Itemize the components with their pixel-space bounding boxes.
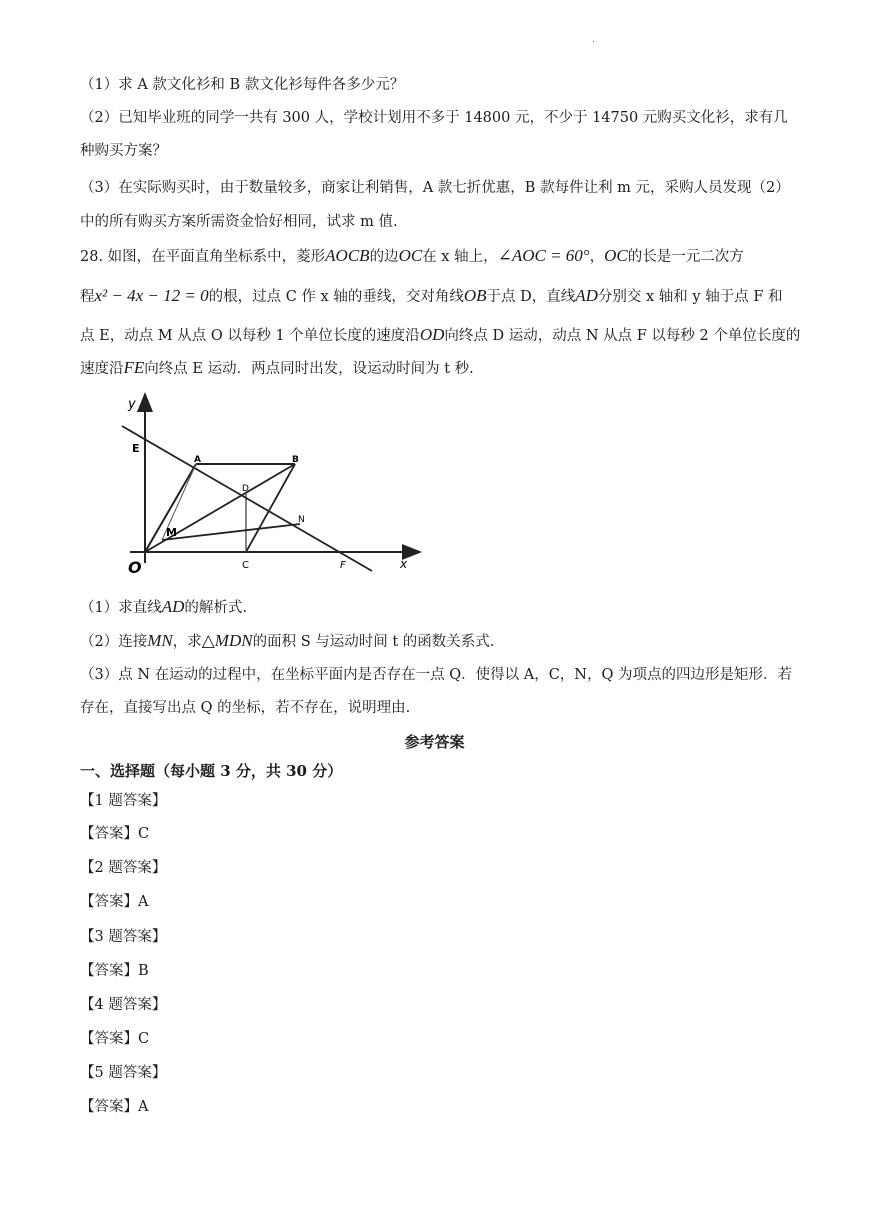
answer-question-2: 【2 题答案】 — [80, 860, 167, 876]
answers-title: 参考答案 — [404, 733, 465, 751]
header-mark: . — [592, 34, 596, 45]
q28-line3: 点 E，动点 M 从点 O 以每秒 1 个单位长度的速度沿OD向终点 D 运动，动点 N 从点 F 以每秒 2 个单位长度的 — [80, 325, 801, 344]
q27-part2-line2: 种购买方案？ — [80, 143, 167, 159]
q27-part1: （1）求 A 款文化衫和 B 款文化衫每件各多少元？ — [80, 77, 405, 93]
label-y: y — [128, 397, 136, 412]
q28-sub1: （1）求直线AD的解析式. — [80, 597, 248, 616]
label-x: x — [400, 557, 408, 571]
label-C: C — [242, 560, 249, 571]
q28-sub3-line2: 存在，直接写出点 Q 的坐标，若不存在，说明理由. — [80, 700, 411, 716]
q27-part3-line2: 中的所有购买方案所需资金恰好相同，试求 m 值. — [80, 214, 398, 230]
answer-question-3: 【3 题答案】 — [80, 929, 167, 945]
answer-value-5: 【答案】A — [80, 1099, 149, 1115]
answer-value-1: 【答案】C — [80, 826, 150, 842]
label-E: E — [132, 442, 140, 455]
geometry-figure — [110, 388, 430, 578]
answer-question-4: 【4 题答案】 — [80, 997, 167, 1013]
label-N: N — [298, 515, 305, 525]
section-heading: 一、选择题（每小题 3 分，共 30 分） — [80, 762, 343, 780]
label-F: F — [340, 560, 346, 571]
label-O: O — [128, 558, 142, 577]
label-D: D — [242, 484, 249, 494]
answer-value-3: 【答案】B — [80, 963, 149, 979]
q28-sub2: （2）连接MN，求△MDN的面积 S 与运动时间 t 的函数关系式. — [80, 631, 495, 650]
label-A: A — [194, 455, 201, 465]
label-B: B — [292, 455, 299, 465]
q28-line2: 程x² − 4x − 12 = 0的根，过点 C 作 x 轴的垂线，交对角线OB于点 D，直线AD分别交 x 轴和 y 轴于点 F 和 — [80, 286, 783, 305]
answer-question-5: 【5 题答案】 — [80, 1065, 167, 1081]
answer-question-1: 【1 题答案】 — [80, 793, 167, 809]
label-M: M — [166, 526, 177, 539]
q27-part2-line1: （2）已知毕业班的同学一共有 300 人，学校计划用不多于 14800 元，不少于 14750 元购买文化衫，求有几 — [80, 110, 788, 126]
q28-sub3-line1: （3）点 N 在运动的过程中，在坐标平面内是否存在一点 Q．使得以 A，C，N，Q 为项点的四边形是矩形．若 — [80, 667, 792, 683]
q27-part3-line1: （3）在实际购买时，由于数量较多，商家让利销售，A 款七折优惠，B 款每件让利 m 元，采购人员发现（2） — [80, 180, 790, 196]
answer-value-2: 【答案】A — [80, 894, 149, 910]
q28-line1: 28. 如图，在平面直角坐标系中，菱形AOCB的边OC在 x 轴上，∠AOC = 60°，OC的长是一元二次方 — [80, 246, 744, 265]
answer-value-4: 【答案】C — [80, 1031, 150, 1047]
q28-line4: 速度沿FE向终点 E 运动．两点同时出发，设运动时间为 t 秒. — [80, 358, 474, 377]
